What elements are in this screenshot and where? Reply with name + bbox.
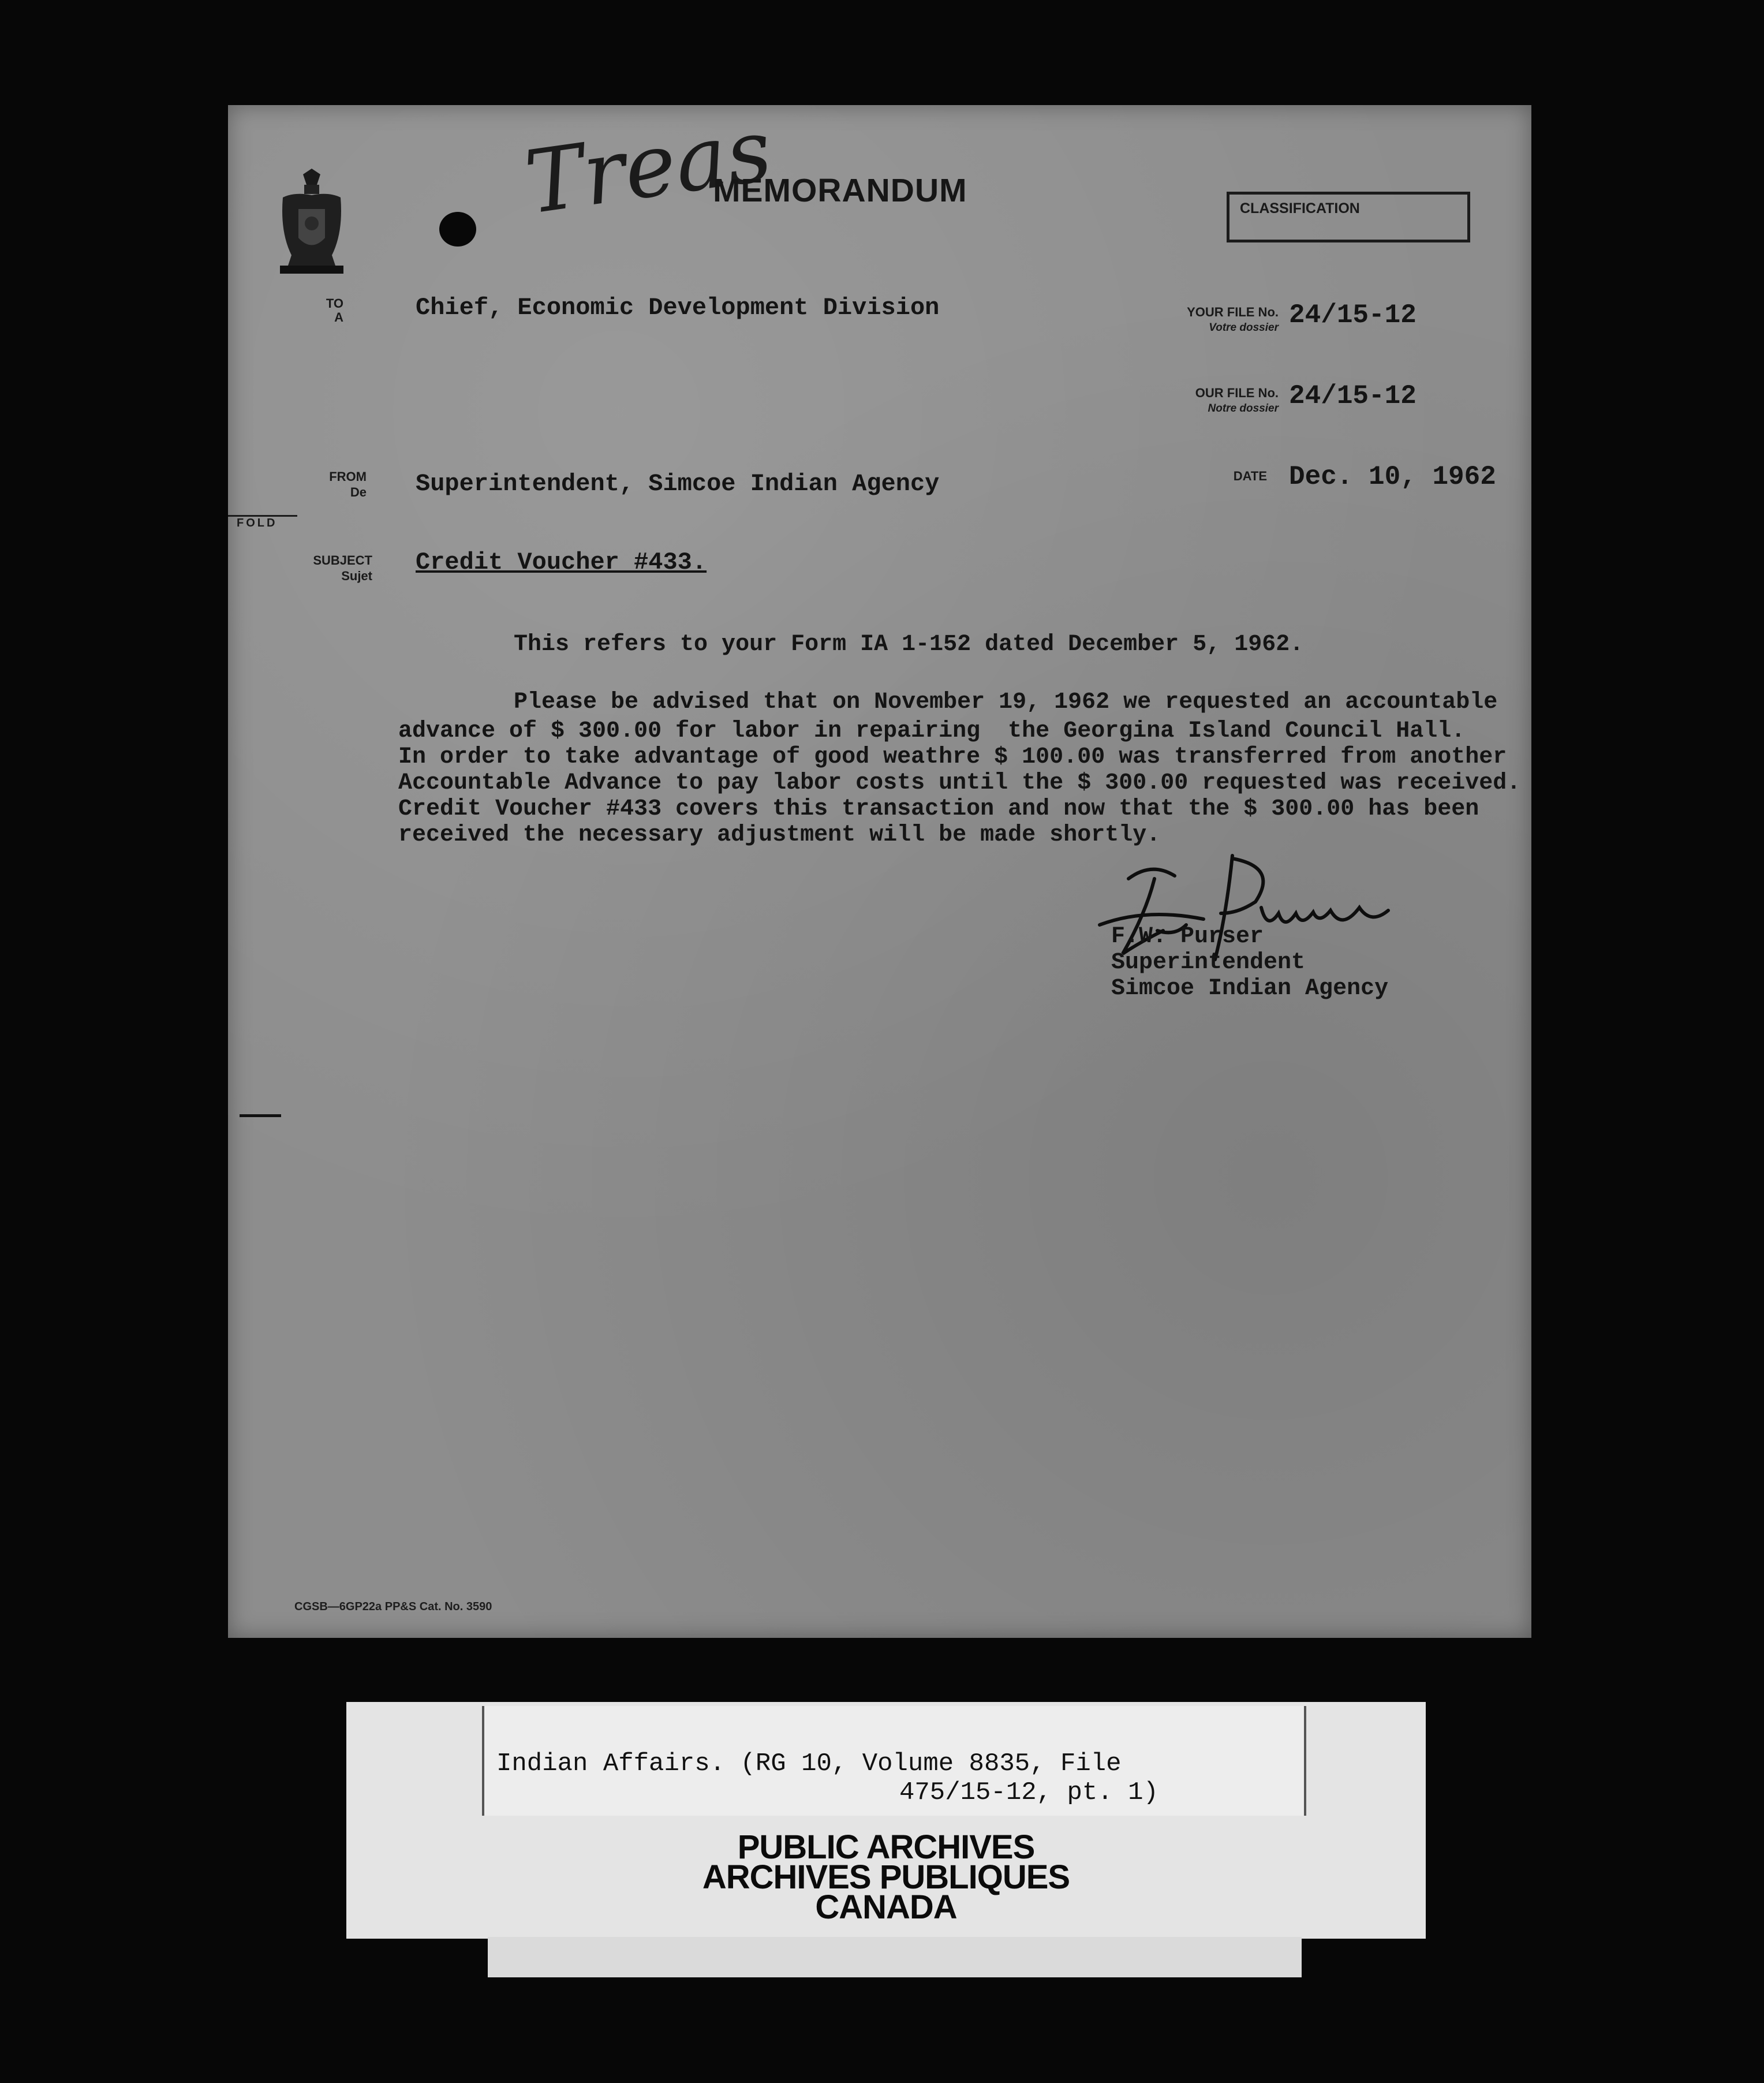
body-line-5: Accountable Advance to pay labor costs until the $ 300.00 requested was received. <box>398 770 1521 796</box>
your-file-label-en: YOUR FILE No. <box>1187 305 1279 319</box>
our-file-label <box>1105 385 1279 416</box>
subject-label-en: SUBJECT <box>313 553 372 568</box>
from-value: Superintendent, Simcoe Indian Agency <box>416 470 940 498</box>
coat-of-arms-icon <box>274 169 349 278</box>
signatory-agency: Simcoe Indian Agency <box>1111 976 1389 1002</box>
date-label: DATE <box>1233 469 1267 483</box>
your-file-value: 24/15-12 <box>1289 300 1417 330</box>
archive-reference-line-1: Indian Affairs. (RG 10, Volume 8835, File <box>496 1749 1122 1778</box>
handwritten-note: Treas <box>519 100 778 234</box>
subject-label <box>286 553 372 584</box>
to-value: Chief, Economic Development Division <box>416 294 940 322</box>
body-line-4: In order to take advantage of good weathre $ 100.00 was transferred from another <box>398 744 1507 770</box>
signatory-title: Superintendent <box>1111 950 1306 976</box>
from-label-fr: De <box>350 485 367 499</box>
subject-label-fr: Sujet <box>341 569 372 583</box>
from-label <box>297 469 367 500</box>
to-label <box>309 297 343 324</box>
archive-name-fr: ARCHIVES PUBLIQUES <box>702 1858 1070 1896</box>
body-line-3: advance of $ 300.00 for labor in repairing the Georgina Island Council Hall. <box>398 718 1466 744</box>
body-line-2: Please be advised that on November 19, 1962 we requested an accountable <box>514 689 1498 715</box>
body-line-1: This refers to your Form IA 1-152 dated December 5, 1962. <box>514 632 1304 658</box>
memo-title: MEMORANDUM <box>713 172 967 209</box>
fold-label: FOLD <box>237 517 278 529</box>
our-file-label-en: OUR FILE No. <box>1195 386 1279 400</box>
form-code: CGSB—6GP22a PP&S Cat. No. 3590 <box>294 1600 492 1613</box>
to-label-en: TO <box>326 296 343 311</box>
archive-name-en: PUBLIC ARCHIVES <box>737 1828 1035 1866</box>
memorandum-sheet <box>228 100 1531 1638</box>
archive-country: CANADA <box>815 1888 957 1926</box>
our-file-value: 24/15-12 <box>1289 381 1417 411</box>
archive-label-bottom-strip <box>488 1937 1302 1977</box>
classification-label: CLASSIFICATION <box>1240 200 1360 216</box>
to-label-fr: A <box>334 310 343 324</box>
signatory-name: F.W. Purser <box>1111 924 1264 950</box>
body-line-7: received the necessary adjustment will be made shortly. <box>398 822 1161 848</box>
your-file-label-fr: Votre dossier <box>1209 322 1279 334</box>
ink-blot <box>436 206 482 252</box>
your-file-label <box>1105 304 1279 335</box>
subject-value: Credit Voucher #433. <box>416 548 707 576</box>
date-value: Dec. 10, 1962 <box>1289 462 1496 492</box>
classification-box <box>1227 192 1470 242</box>
archive-reference-line-2: 475/15-12, pt. 1) <box>899 1778 1158 1807</box>
body-line-6: Credit Voucher #433 covers this transaction and now that the $ 300.00 has been <box>398 796 1479 822</box>
our-file-label-fr: Notre dossier <box>1208 402 1279 415</box>
margin-mark <box>240 1114 281 1117</box>
from-label-en: FROM <box>329 469 367 484</box>
